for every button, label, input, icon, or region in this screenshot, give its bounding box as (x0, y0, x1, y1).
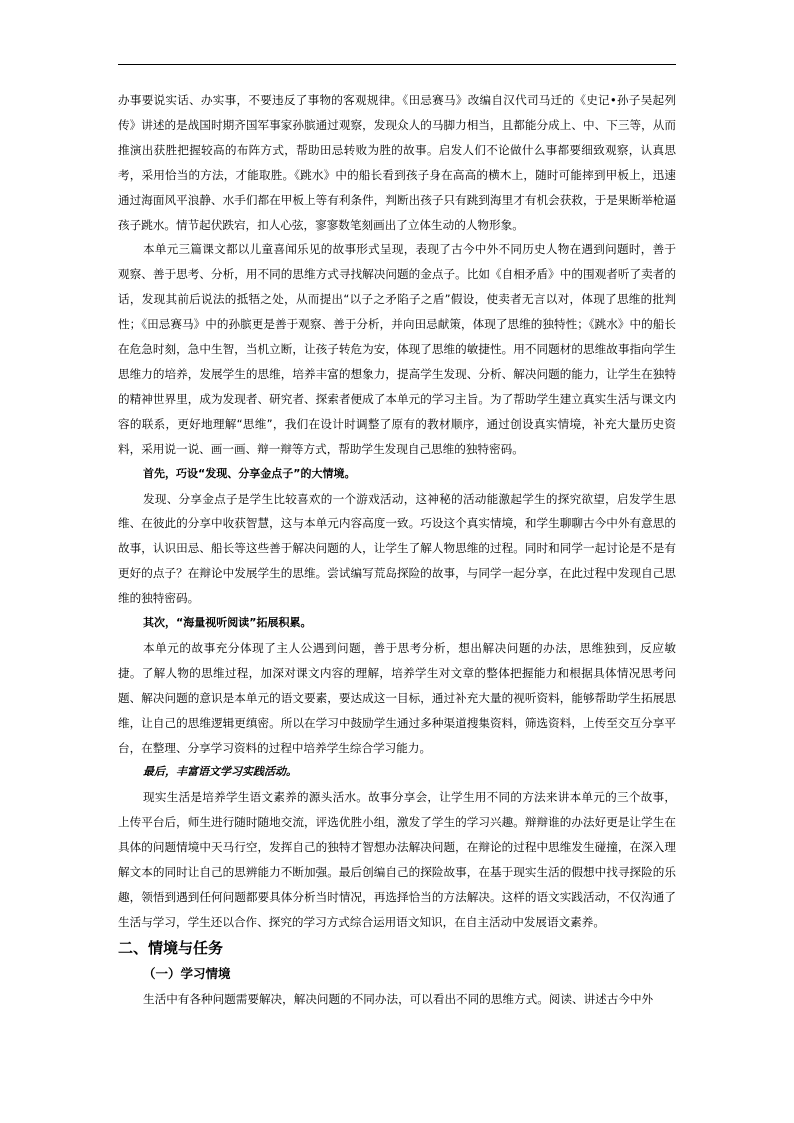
paragraph-p2: 本单元三篇课文都以儿童喜闻乐见的故事形式呈现，表现了古今中外不同历史人物在遇到问题时，善于观察、善于思考、分析，用不同的思维方式寻找解决问题的金点子。比如《自相矛盾》中的围观者听了卖者的话，发现其前后说法的抵牾之处，从而提出“以子之矛陷子之盾”假设，使卖者无言以对，体现了思维的批判性；《田忌赛马》中的孙膑更是善于观察、善于分析，并向田忌献策，体现了思维的独特性；《跳水》中的船长在危急时刻，急中生智，当机立断，让孩子转危为安，体现了思维的敏捷性。用不同题材的思维故事指向学生思维力的培养，发展学生的思维，培养丰富的想象力，提高学生发现、分析、解决问题的能力，让学生在独特的精神世界里，成为发现者、研究者、探索者便成了本单元的学习主旨。为了帮助学生建立真实生活与课文内容的联系，更好地理解“思维”，我们在设计时调整了原有的教材顺序，通过创设真实情境，补充大量历史资料，采用说一说、画一画、辩一辩等方式，帮助学生发现自己思维的独特密码。 (118, 242, 676, 456)
section-heading: 二、情境与任务 (118, 938, 224, 957)
paragraph-p4: 本单元的故事充分体现了主人公遇到问题，善于思考分析，想出解决问题的办法，思维独到，反应敏捷。了解人物的思维过程，加深对课文内容的理解，培养学生对文章的整体把握能力和根据具体情况思考问题、解决问题的意识是本单元的语文要素，要达成这一目标，通过补充大量的视听资料，能够帮助学生拓展思维，让自己的思维逻辑更缜密。所以在学习中鼓励学生通过多种渠道搜集资料，筛选资料，上传至交互分享平台，在整理、分享学习资料的过程中培养学生综合学习能力。 (118, 640, 676, 755)
paragraph-p5: 现实生活是培养学生语文素养的源头活水。故事分享会，让学生用不同的方法来讲本单元的三个故事，上传平台后，师生进行随时随地交流，评选优胜小组，激发了学生的学习兴趣。辩辩谁的办法好更是让学生在具体的问题情境中天马行空，发挥自己的独特才智想办法解决问题，在辩论的过程中思维发生碰撞，在深入理解文本的同时让自己的思辨能力不断加强。最后创编自己的探险故事，在基于现实生活的假想中找寻探险的乐趣，领悟到遇到任何问题都要具体分析当时情况，再选择恰当的方法解决。这样的语文实践活动，不仅沟通了生活与学习，学生还以合作、探究的学习方式综合运用语文知识，在自主活动中发展语文素养。 (118, 790, 676, 929)
paragraph-final: 生活中有各种问题需要解决，解决问题的不同办法，可以看出不同的思维方式。阅读、讲述古今中外 (143, 991, 654, 1006)
lead-heading-3: 最后，丰富语文学习实践活动。 (143, 765, 297, 779)
document-body (118, 88, 676, 1012)
paragraph-p1: 办事要说实话、办实事，不要违反了事物的客观规律。《田忌赛马》改编自汉代司马迁的《史记•孙子吴起列传》讲述的是战国时期齐国军事家孙膑通过观察，发现众人的马脚力相当，且都能分成上、中、下三等，从而推演出获胜把握较高的布阵方式，帮助田忌转败为胜的故事。启发人们不论做什么事都要细致观察，认真思考，采用恰当的方法，才能取胜。《跳水》中的船长看到孩子身在高高的横木上，随时可能摔到甲板上，迅速通过海面风平浪静、水手们都在甲板上等有利条件，判断出孩子只有跳到海里才有机会获救，于是果断举枪逼孩子跳水。情节起伏跌宕，扣人心弦，寥寥数笔刻画出了立体生动的人物形象。 (118, 93, 676, 232)
paragraph-p3: 发现、分享金点子是学生比较喜欢的一个游戏活动，这神秘的活动能激起学生的探究欲望，启发学生思维、在彼此的分享中收获智慧，这与本单元内容高度一致。巧设这个真实情境，和学生聊聊古今中外有意思的故事，认识田忌、船长等这些善于解决问题的人，让学生了解人物思维的过程。同时和同学一起讨论是不是有更好的点子？在辩论中发展学生的思维。尝试编写荒岛探险的故事，与同学一起分享，在此过程中发现自己思维的独特密码。 (118, 491, 676, 606)
lead-heading-1: 首先，巧设“发现、分享金点子”的大情境。 (143, 466, 356, 480)
header-rule (118, 64, 676, 65)
subsection-heading: （一）学习情境 (143, 965, 231, 981)
lead-heading-2: 其次，“海量视听阅读”拓展积累。 (143, 616, 312, 630)
